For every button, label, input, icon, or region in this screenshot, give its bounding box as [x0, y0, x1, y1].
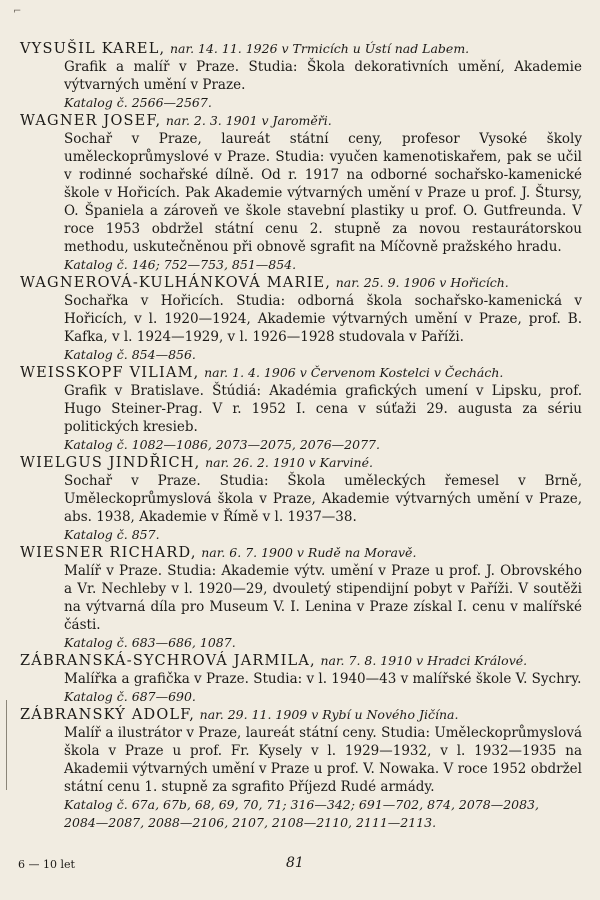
entry-body: Malíř v Praze. Studia: Akademie výtv. umění v Praze u prof. J. Obrovského a Vr. Nechleby v l. 1920—29, dvouletý stipendijní pobyt v Paříži. V soutěži na výtvarná díla pro Museum V. I. Lenina v Praze získal I. cenu v malířské části. [64, 563, 582, 633]
printer-signature: 6 — 10 let [18, 858, 75, 871]
entry-wiesner [20, 544, 592, 652]
entry-body: Sochař v Praze. Studia: Škola uměleckých řemesel v Brně, Uměleckoprůmyslová škola v Praze, Akademie výtvarných umění v Praze, abs. 1938, Akademie v Římě v l. 1937—38. [64, 473, 582, 525]
birth-info: nar. 1. 4. 1906 v Červenom Kostelci v Čechách. [204, 365, 504, 380]
artist-name: ZÁBRANSKÁ-SYCHROVÁ JARMILA, [20, 653, 316, 669]
entry-body: Grafik a malíř v Praze. Studia: Škola dekorativních umění, Akademie výtvarných umění v Praze. [64, 59, 582, 93]
catalog-ref: Katalog č. 683—686, 1087. [64, 635, 236, 650]
entry-body: Sochařka v Hořicích. Studia: odborná škola sochařsko-kamenická v Hořicích, v l. 1920—1924, Akademie výtvarných umění v Praze, prof. B. Kafka, v l. 1924—1929, v l. 1926—1928 studovala v Paříži. [64, 293, 582, 345]
catalog-ref: Katalog č. 67a, 67b, 68, 69, 70, 71; 316—342; 691—702, 874, 2078—2083, [64, 797, 539, 812]
artist-name: WEISSKOPF VILIAM, [20, 365, 200, 381]
birth-info: nar. 26. 2. 1910 v Karviné. [205, 455, 373, 470]
birth-info: nar. 25. 9. 1906 v Hořicích. [335, 275, 509, 290]
birth-info: nar. 7. 8. 1910 v Hradci Králové. [320, 653, 528, 668]
entry-wagnerova [20, 274, 592, 364]
entry-heading [20, 544, 592, 562]
entry-vysusil [20, 40, 592, 112]
artist-name: ZÁBRANSKÝ ADOLF, [20, 707, 196, 723]
entry-wagner [20, 112, 592, 274]
entry-body: Grafik v Bratislave. Štúdiá: Akadémia grafických umení v Lipsku, prof. Hugo Steiner-Prag. V r. 1952 I. cena v súťaži 29. augusta za sériu politických kresieb. [64, 383, 582, 435]
entry-heading [20, 652, 592, 670]
entry-heading [20, 112, 592, 130]
entry-body: Malíř a ilustrátor v Praze, laureát státní ceny. Studia: Uměleckoprůmyslová škola v Praze u prof. Fr. Kysely v l. 1929—1932, v l. 1932—1935 na Akademii výtvarných umění v Praze u prof. V. Nowaka. V roce 1952 obdržel státní cenu 1. stupně za sgrafito Příjezd Rudé armády. [64, 725, 582, 795]
catalog-ref: Katalog č. 857. [64, 527, 160, 542]
entries-list [20, 40, 592, 832]
entry-zabranska [20, 652, 592, 706]
birth-info: nar. 29. 11. 1909 v Rybí u Nového Jičína. [199, 707, 459, 722]
artist-name: WAGNEROVÁ-KULHÁNKOVÁ MARIE, [20, 275, 332, 291]
entry-body: Malířka a grafička v Praze. Studia: v l. 1940—43 v malířské škole V. Sychry. [64, 671, 582, 687]
catalog-ref: Katalog č. 854—856. [64, 347, 196, 362]
birth-info: nar. 14. 11. 1926 v Trmicích u Ústí nad Labem. [169, 41, 470, 56]
entry-heading [20, 454, 592, 472]
artist-name: WIESNER RICHARD, [20, 545, 197, 561]
catalog-ref: Katalog č. 1082—1086, 2073—2075, 2076—2077. [64, 437, 380, 452]
entry-zabransky [20, 706, 592, 832]
page-number: 81 [286, 855, 304, 871]
entry-heading [20, 274, 592, 292]
entry-heading [20, 706, 592, 724]
catalog-ref-continued: 2084—2087, 2088—2106, 2107, 2108—2110, 2111—2113. [64, 815, 437, 830]
birth-info: nar. 2. 3. 1901 v Jaroměři. [165, 113, 332, 128]
entry-body: Sochař v Praze, laureát státní ceny, profesor Vysoké školy uměleckoprůmyslové v Praze. Studia: vyučen kamenotiskařem, pak se učil v rodinné sochařské dílně. Od r. 1917 na odborné sochařsko-kamenické škole v Hořicích. Pak Akademie výtvarných umění v Praze u prof. J. Štursy, O. Španiela a zároveň ve škole stavební plastiky u prof. O. Gutfreunda. V roce 1953 obdržel státní cenu 2. stupně za novou restaurátorskou methodu, uskutečněnou při obnově sgrafit na Míčovně pražského hradu. [64, 131, 582, 255]
catalog-ref: Katalog č. 687—690. [64, 689, 196, 704]
birth-info: nar. 6. 7. 1900 v Rudě na Moravě. [201, 545, 417, 560]
entry-heading [20, 364, 592, 382]
catalog-ref: Katalog č. 146; 752—753, 851—854. [64, 257, 297, 272]
artist-name: WAGNER JOSEF, [20, 113, 162, 129]
margin-line [6, 700, 7, 790]
corner-mark: ⌐ [13, 6, 22, 17]
entry-wielgus [20, 454, 592, 544]
artist-name: WIELGUS JINDŘICH, [20, 455, 201, 471]
entry-heading [20, 40, 592, 58]
artist-name: VYSUŠIL KAREL, [20, 41, 166, 57]
catalog-ref: Katalog č. 2566—2567. [64, 95, 212, 110]
entry-weisskopf [20, 364, 592, 454]
